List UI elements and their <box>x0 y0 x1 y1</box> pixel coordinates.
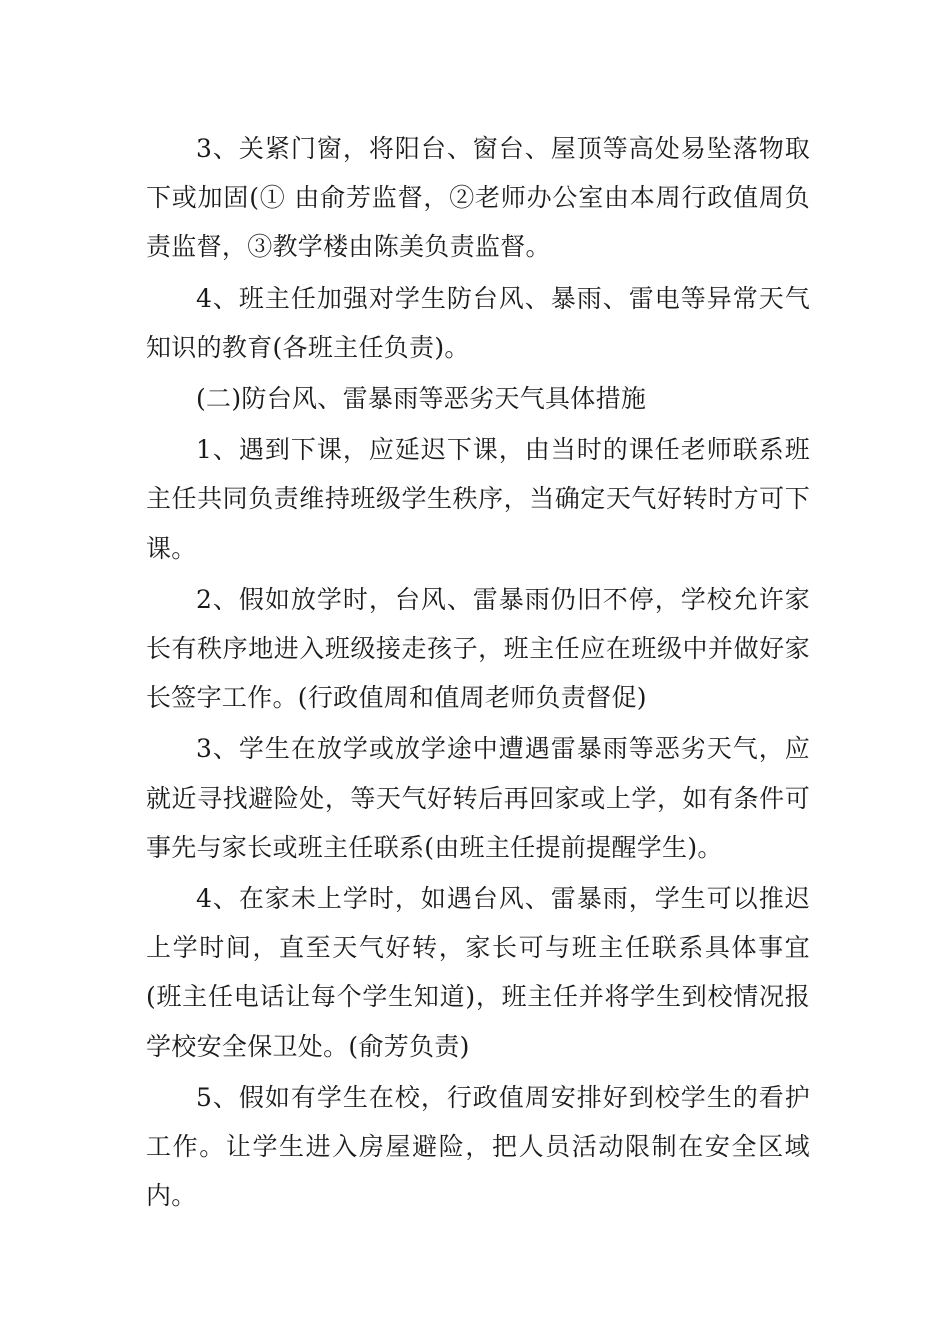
paragraph-measure-2-parent-pickup: 2、假如放学时，台风、雷暴雨仍旧不停，学校允许家长有秩序地进入班级接走孩子，班主任应在班级中并做好家长签字工作。(行政值周和值周老师负责督促) <box>146 584 810 713</box>
paragraph-measure-5-supervision: 5、假如有学生在校，行政值周安排好到校学生的看护工作。让学生进入房屋避险，把人员活动限制在安全区域内。 <box>146 1082 810 1211</box>
paragraph-item-4-education: 4、班主任加强对学生防台风、暴雨、雷电等异常天气知识的教育(各班主任负责)。 <box>146 283 810 362</box>
paragraph-measure-4-delay-school: 4、在家未上学时，如遇台风、雷暴雨，学生可以推迟上学时间，直至天气好转，家长可与班主任联系具体事宜(班主任电话让每个学生知道)，班主任并将学生到校情况报学校安全保卫处。(俞芳负责) <box>146 884 810 1061</box>
paragraph-measure-1-delay-dismissal: 1、遇到下课，应延迟下课，由当时的课任老师联系班主任共同负责维持班级学生秩序，当确定天气好转时方可下课。 <box>146 435 810 563</box>
paragraph-measure-3-seek-shelter: 3、学生在放学或放学途中遭遇雷暴雨等恶劣天气，应就近寻找避险处，等天气好转后再回家或上学，如有条件可事先与家长或班主任联系(由班主任提前提醒学生)。 <box>146 734 810 862</box>
section-heading-measures: (二)防台风、雷暴雨等恶劣天气具体措施 <box>196 384 647 414</box>
paragraph-item-3-close-windows: 3、关紧门窗，将阳台、窗台、屋顶等高处易坠落物取下或加固(① 由俞芳监督，②老师办公室由本周行政值周负责监督，③教学楼由陈美负责监督。 <box>146 134 810 262</box>
document-body <box>146 124 810 1222</box>
